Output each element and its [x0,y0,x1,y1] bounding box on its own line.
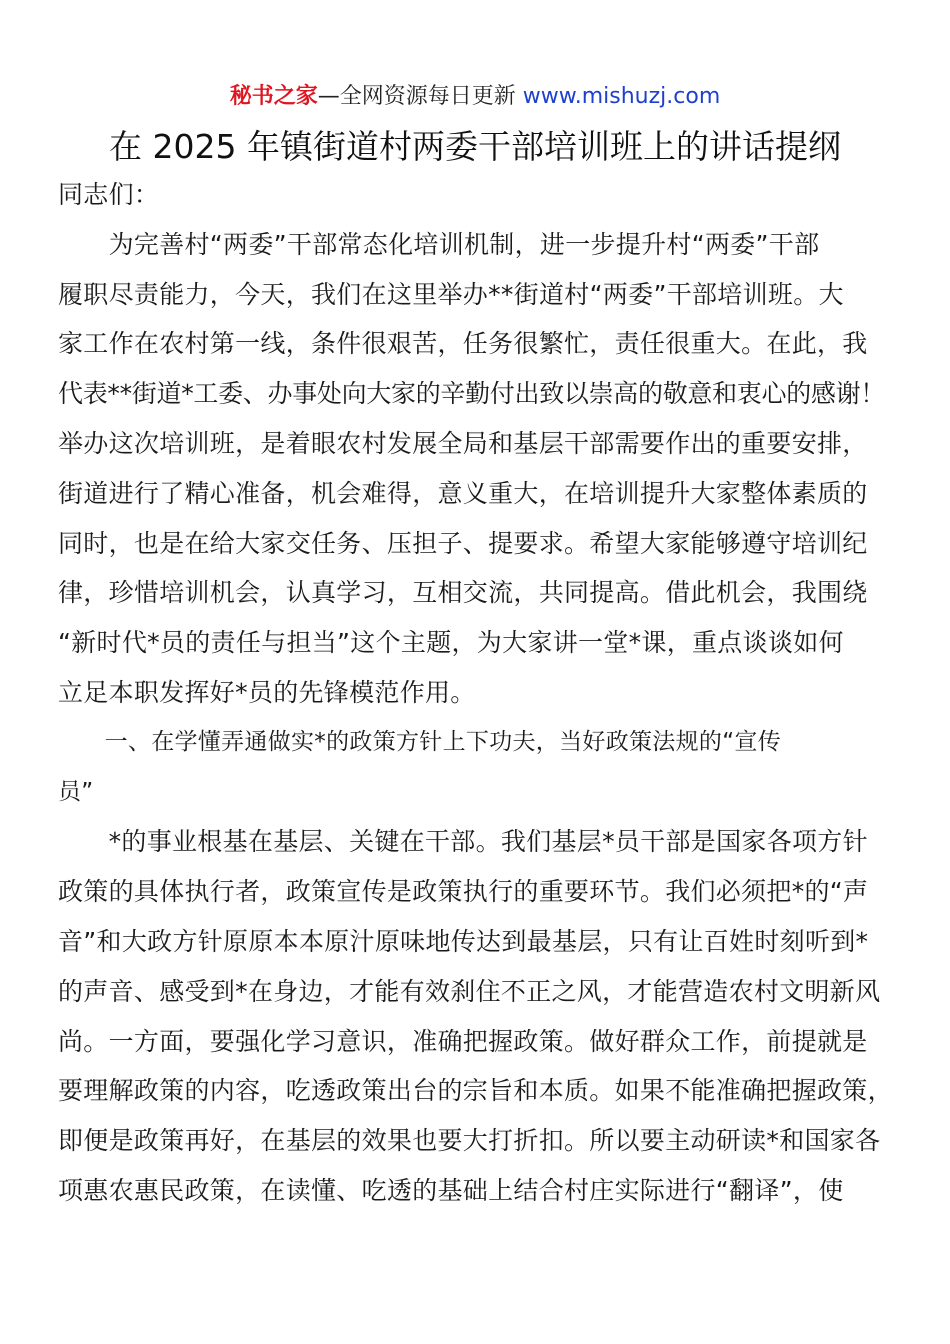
paragraph-line: “新时代*员的责任与担当”这个主题，为大家讲一堂*课，重点谈谈如何 [58,628,844,658]
paragraph-line: 即便是政策再好，在基层的效果也要大打折扣。所以要主动研读*和国家各 [58,1126,881,1156]
paragraph-line: 尚。一方面，要强化学习意识，准确把握政策。做好群众工作，前提就是 [58,1026,868,1056]
paragraph-line: 举办这次培训班，是着眼农村发展全局和基层干部需要作出的重要安排， [58,428,868,458]
document-title: 在 2025 年镇街道村两委干部培训班上的讲话提纲 [109,127,841,166]
salutation: 同志们： [58,180,160,209]
paragraph-line: 家工作在农村第一线，条件很艰苦，任务很繁忙，责任很重大。在此，我 [58,329,868,359]
paragraph-line: 项惠农惠民政策，在读懂、吃透的基础上结合村庄实际进行“翻译”，使 [58,1175,844,1205]
site-url-link[interactable]: www.mishuzj.com [522,84,721,109]
paragraph-line: 街道进行了精心准备，机会难得，意义重大，在培训提升大家整体素质的 [58,478,868,508]
section-heading-cont: 员” [58,778,94,805]
document-body [58,170,893,1216]
paragraph-line: 为完善村“两委”干部常态化培训机制，进一步提升村“两委”干部 [58,229,820,259]
site-brand: 秘书之家 [229,84,318,109]
paragraph-line: 律，珍惜培训机会，认真学习，互相交流，共同提高。借此机会，我围绕 [58,578,868,608]
paragraph-line: 的声音、感受到*在身边，才能有效刹住不正之风，才能营造农村文明新风 [58,976,881,1006]
paragraph-line: 代表**街道*工委、办事处向大家的辛勤付出致以崇高的敬意和衷心的感谢！ [58,379,886,409]
paragraph-line: 立足本职发挥好*员的先锋模范作用。 [58,677,476,707]
paragraph-line: *的事业根基在基层、关键在干部。我们基层*员干部是国家各项方针 [58,827,868,857]
site-tagline: —全网资源每日更新 [317,84,523,109]
paragraph-line: 音”和大政方针原原本本原汁原味地传达到最基层，只有让百姓时刻听到* [58,926,869,956]
paragraph-line: 同时，也是在给大家交任务、压担子、提要求。希望大家能够遵守培训纪 [58,528,868,558]
paragraph-line: 政策的具体执行者，政策宣传是政策执行的重要环节。我们必须把*的“声 [58,877,869,907]
paragraph-line: 要理解政策的内容，吃透政策出台的宗旨和本质。如果不能准确把握政策， [58,1076,893,1106]
site-header [0,82,950,112]
paragraph-line: 履职尽责能力，今天，我们在这里举办**街道村“两委”干部培训班。大 [58,279,844,309]
section-heading: 一、在学懂弄通做实*的政策方针上下功夫，当好政策法规的“宣传 [58,728,782,755]
